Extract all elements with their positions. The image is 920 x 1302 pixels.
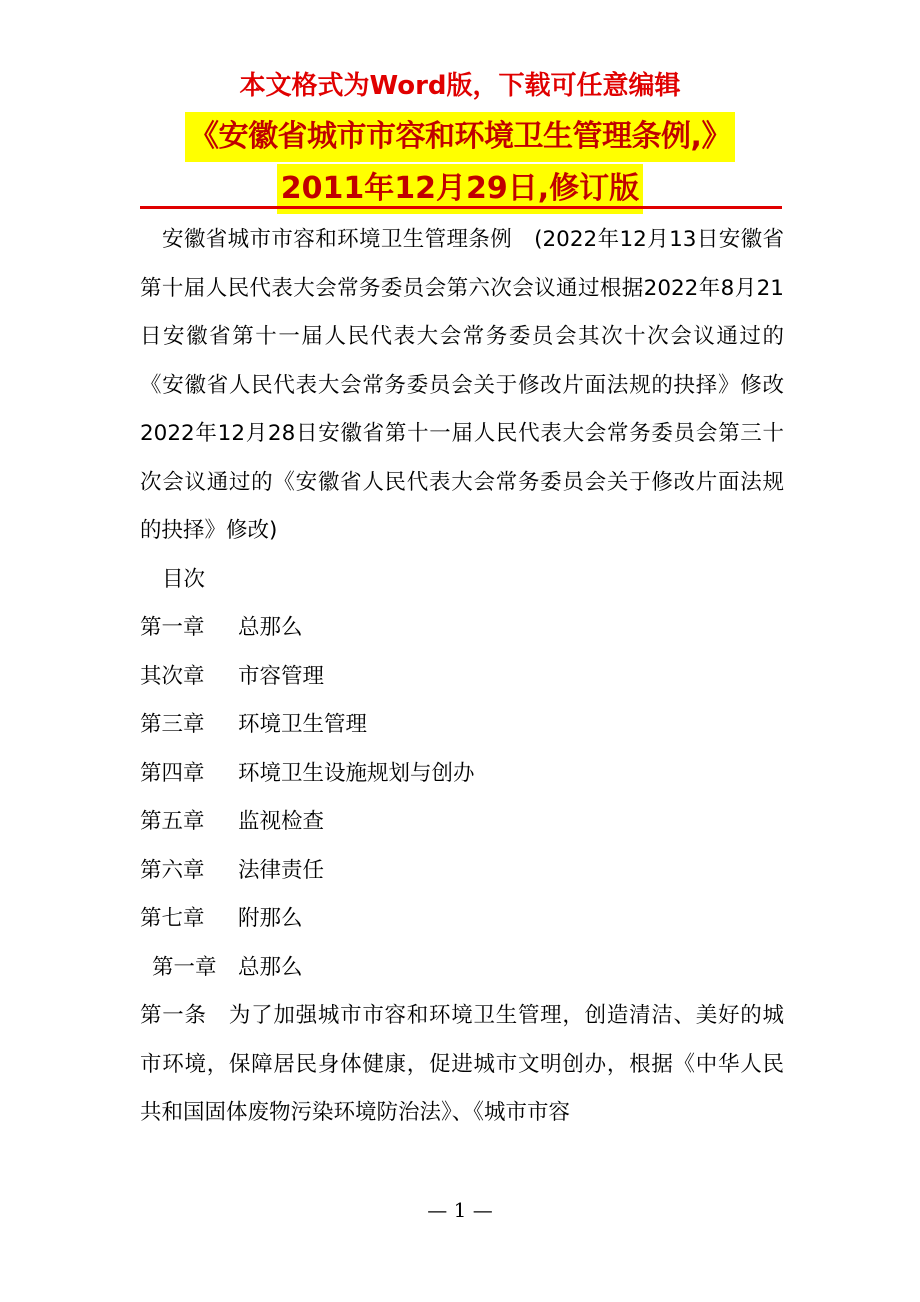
toc-item: [140, 750, 784, 799]
toc-chapter-number: 第三章: [140, 712, 205, 737]
document-title: [140, 112, 780, 214]
toc-chapter-title: 总那么: [238, 615, 303, 640]
toc-chapter-title: 环境卫生管理: [238, 712, 368, 737]
article-1-paragraph: 第一条 为了加强城市市容和环境卫生管理，创造清洁、美好的城市环境，保障居民身体健康，促进城市文明创办，根据《中华人民共和国固体废物污染环境防治法》、《城市市容: [140, 1003, 784, 1125]
page-number: — 1 —: [427, 1198, 493, 1222]
title-line-2: 2011年12月29日,修订版: [277, 164, 643, 214]
toc-chapter-number: 第五章: [140, 809, 205, 834]
toc-chapter-title: 法律责任: [238, 857, 325, 883]
toc-chapter-title: 监视检查: [238, 809, 325, 834]
title-line-1: 《安徽省城市市容和环境卫生管理条例,》: [185, 112, 735, 162]
toc-chapter-number: 第四章: [140, 760, 205, 786]
toc-item: [140, 653, 784, 702]
toc-item: [140, 895, 784, 944]
chapter-1-heading: 第一章 总那么: [152, 954, 303, 980]
format-notice-banner: 本文格式为Word版，下载可任意编辑: [239, 71, 681, 101]
table-of-contents: [140, 604, 784, 944]
toc-chapter-number: 第七章: [140, 906, 205, 931]
toc-item: [140, 847, 784, 896]
toc-chapter-number: 其次章: [140, 663, 205, 689]
toc-item: [140, 798, 784, 847]
document-body: [140, 216, 784, 1138]
toc-chapter-number: 第一章: [140, 615, 205, 640]
toc-item: [140, 701, 784, 750]
intro-paragraph: 安徽省城市市容和环境卫生管理条例 (2022年12月13日安徽省第十届人民代表大会常务委员会第六次会议通过根据2022年8月21日安徽省第十一届人民代表大会常务委员会其次十次会议通过的《安徽省人民代表大会常务委员会关于修改片面法规的抉择》修改 2022年12月28日安徽省第十一届人民代表大会常务委员会第三十次会议通过的《安徽省人民代表大会常务委员会关于修改片面法规的抉择》修改): [140, 227, 784, 543]
toc-chapter-title: 附那么: [238, 906, 303, 931]
title-divider: [140, 206, 782, 209]
toc-chapter-title: 市容管理: [238, 663, 325, 689]
toc-chapter-title: 环境卫生设施规划与创办: [238, 760, 475, 786]
toc-heading: 目次: [162, 566, 206, 592]
toc-item: [140, 604, 784, 653]
toc-chapter-number: 第六章: [140, 857, 205, 883]
